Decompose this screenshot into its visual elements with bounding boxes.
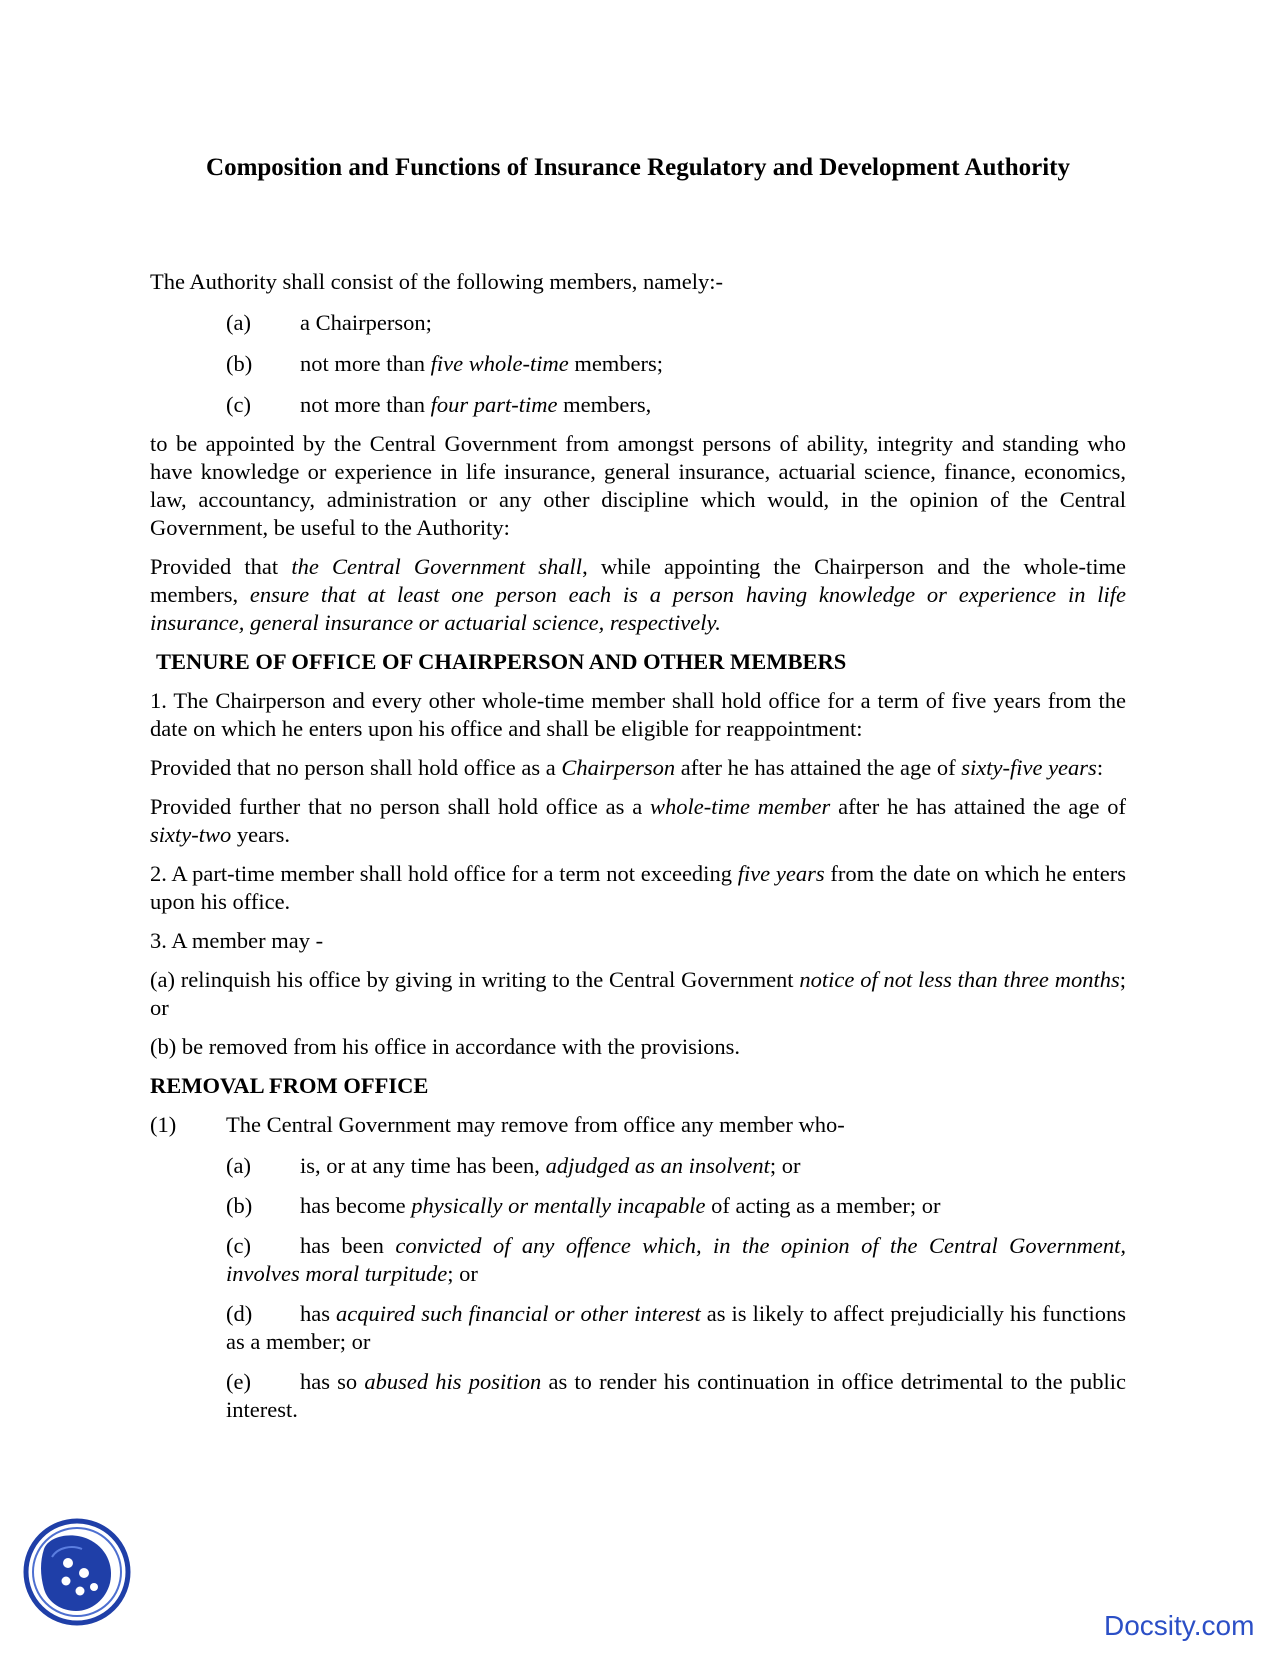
emphasis: Chairperson: [561, 755, 676, 780]
sub-text: has been: [300, 1233, 396, 1258]
item-label: (a): [226, 310, 251, 335]
sub-text: has so: [300, 1369, 365, 1394]
sub-label: (e): [226, 1369, 251, 1394]
text: 2. A part-time member shall hold office for a term not exceeding: [150, 861, 738, 886]
composition-item-b: [150, 350, 1126, 378]
composition-intro: The Authority shall consist of the following members, namely:-: [150, 269, 724, 294]
removal-item-1: [150, 1111, 1126, 1139]
sub-text-end: as is likely to affect prejudicially his functions as a member; or: [226, 1301, 1126, 1354]
text: (a) relinquish his office by giving in writing to the Central Government: [150, 967, 800, 992]
sub-text-end: as to render his continuation in office detrimental to the public interest.: [226, 1369, 1126, 1422]
sub-emphasis: adjudged as an insolvent: [545, 1153, 770, 1178]
item-text: a Chairperson;: [300, 310, 432, 335]
text: :: [1096, 755, 1104, 780]
item-text: The Central Government may remove from office any member who-: [226, 1112, 845, 1137]
item-emphasis: four part-time: [430, 392, 558, 417]
docsity-brand-link[interactable]: Docsity.com: [1104, 1610, 1255, 1641]
text: after he has attained the age of: [830, 794, 1127, 819]
appointment-paragraph: to be appointed by the Central Government from amongst persons of ability, integrity and standing who have knowledge or experience in life insurance, general insurance, actuarial science, finance, economics, law, accountancy, administration or any other discipline which would, in the opinion of the Central Government, be useful to the Authority:: [150, 431, 1126, 540]
sub-label: (d): [226, 1301, 253, 1326]
docsity-logo-icon[interactable]: [22, 1517, 132, 1627]
removal-sub-c: [150, 1232, 1126, 1288]
document-body: [150, 268, 1126, 1436]
tenure-paragraph-3: 3. A member may -: [150, 928, 324, 953]
tenure-paragraph-1: 1. The Chairperson and every other whole-time member shall hold office for a term of five years from the date on which he enters upon his office and shall be eligible for reappointment:: [150, 688, 1126, 741]
item-label: (b): [226, 351, 253, 376]
item-text: not more than: [300, 392, 431, 417]
removal-heading: REMOVAL FROM OFFICE: [150, 1073, 429, 1098]
tenure-heading: TENURE OF OFFICE OF CHAIRPERSON AND OTHER MEMBERS: [156, 649, 847, 674]
proviso-text: Provided that: [150, 554, 292, 579]
text: from the date on which he enters upon his office.: [150, 861, 1126, 914]
composition-item-a: [150, 309, 1126, 337]
emphasis: notice of not less than three months: [799, 967, 1120, 992]
emphasis: sixty-two: [150, 822, 232, 847]
composition-proviso: [150, 553, 1126, 637]
item-text-end: members,: [557, 392, 652, 417]
item-label: (c): [226, 392, 251, 417]
text: Provided further that no person shall hold office as a: [150, 794, 651, 819]
sub-text-end: ; or: [769, 1153, 801, 1178]
text: Provided that no person shall hold office as a: [150, 755, 562, 780]
text: ; or: [150, 967, 1127, 1020]
sub-text: has: [300, 1301, 337, 1326]
item-text-end: members;: [568, 351, 664, 376]
sub-label: (c): [226, 1233, 251, 1258]
proviso-emphasis: the Central Government shall: [291, 554, 583, 579]
removal-sub-b: [150, 1192, 1126, 1220]
sub-label: (b): [226, 1193, 253, 1218]
removal-sub-a: [150, 1152, 1126, 1180]
tenure-proviso-chairperson: [150, 754, 1126, 782]
sub-emphasis: abused his position: [364, 1369, 542, 1394]
sub-emphasis: convicted of any offence which, in the opinion of the Central Government, involves moral turpitude: [226, 1233, 1126, 1286]
text: years.: [231, 822, 290, 847]
sub-text-end: of acting as a member; or: [705, 1193, 941, 1218]
sub-text: has become: [300, 1193, 412, 1218]
removal-sub-e: [150, 1368, 1126, 1424]
sub-emphasis: acquired such financial or other interest: [336, 1301, 701, 1326]
text: after he has attained the age of: [675, 755, 962, 780]
composition-item-c: [150, 391, 1126, 419]
sub-label: (a): [226, 1153, 251, 1178]
tenure-proviso-whole-time: [150, 793, 1126, 849]
emphasis: whole-time member: [650, 794, 831, 819]
removal-sub-d: [150, 1300, 1126, 1356]
tenure-relinquish: [150, 966, 1126, 1022]
emphasis: five years: [737, 861, 825, 886]
sub-text: is, or at any time has been,: [300, 1153, 546, 1178]
proviso-emphasis: ensure that at least one person each is a person having knowledge or experience in life insurance, general insurance or actuarial science, respectively.: [150, 582, 1126, 635]
proviso-text: , while appointing the Chairperson and the whole-time members,: [150, 554, 1127, 607]
tenure-paragraph-2: [150, 860, 1126, 916]
item-emphasis: five whole-time: [430, 351, 569, 376]
item-text: not more than: [300, 351, 431, 376]
emphasis: sixty-five years: [961, 755, 1097, 780]
item-label: (1): [150, 1112, 177, 1137]
sub-text-end: ; or: [447, 1261, 478, 1286]
document-title: Composition and Functions of Insurance Regulatory and Development Authority: [206, 154, 1070, 181]
tenure-removed: (b) be removed from his office in accordance with the provisions.: [150, 1034, 741, 1059]
sub-emphasis: physically or mentally incapable: [411, 1193, 706, 1218]
